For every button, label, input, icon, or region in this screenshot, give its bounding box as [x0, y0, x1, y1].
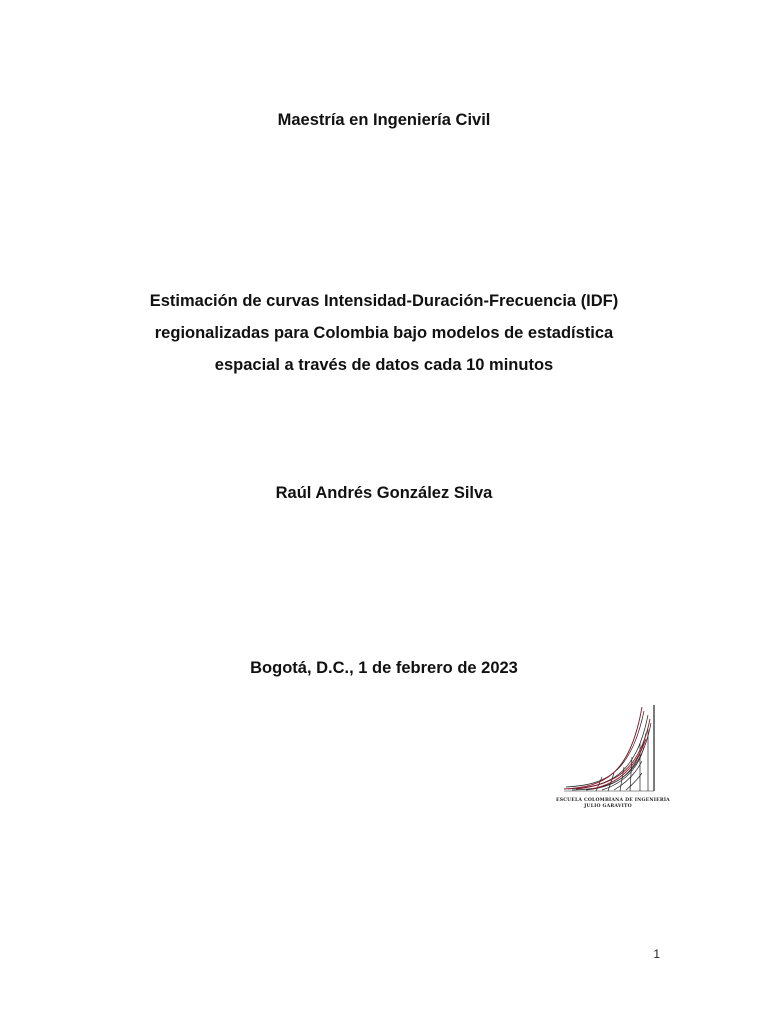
- thesis-title-line: espacial a través de datos cada 10 minutos: [214, 356, 554, 374]
- page-number: 1: [653, 947, 660, 961]
- university-logo: [556, 703, 670, 813]
- logo-text-line: ESCUELA COLOMBIANA DE INGENIERÍA: [556, 798, 670, 803]
- logo-text-line: JULIO GARAVITO: [584, 804, 632, 809]
- thesis-title-line: regionalizadas para Colombia bajo modelos de estadística: [154, 324, 614, 342]
- program-name: Maestría en Ingeniería Civil: [277, 111, 491, 129]
- logo-mark-icon: [556, 703, 660, 797]
- thesis-title: [0, 285, 768, 381]
- author-name: Raúl Andrés González Silva: [275, 484, 493, 502]
- thesis-title-line: Estimación de curvas Intensidad-Duración-Frecuencia (IDF): [149, 292, 619, 310]
- date-place: Bogotá, D.C., 1 de febrero de 2023: [250, 659, 518, 677]
